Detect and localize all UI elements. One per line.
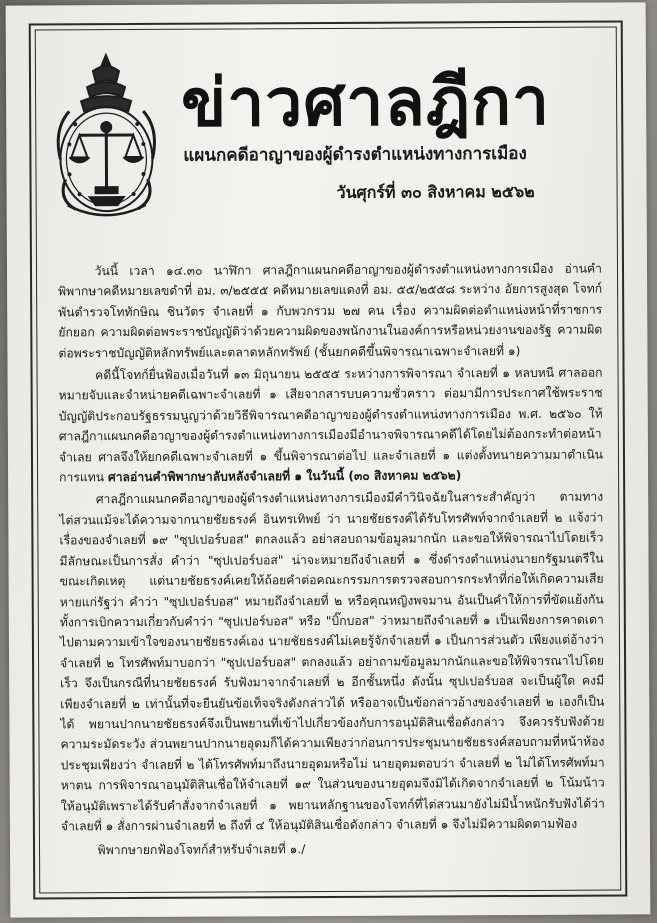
release-date: วันศุกร์ที่ ๓๐ สิงหาคม ๒๕๖๒ — [336, 181, 535, 202]
court-division-subtitle: แผนกคดีอาญาของผู้ดำรงตำแหน่งทางการเมือง — [183, 143, 527, 166]
supreme-court-emblem-icon — [45, 49, 168, 220]
verdict-closing: พิพากษายกฟ้องโจทก์สำหรับจำเลยที่ ๑./ — [97, 842, 306, 858]
paragraph-2 — [59, 363, 604, 488]
paragraph-2-text: คดีนี้โจทก์ยื่นฟ้องเมื่อวันที่ ๑๓ มิถุนายน ๒๕๕๕ ระหว่างการพิจารณา จำเลยที่ ๑ หลบหนี ศาลออกหมายจับและจำหน่ายคดีเฉพาะจำเลยที่ ๑ เสียจากสารบบความชั่วคราว ต่อมามีการประกาศใช้พระราชบัญญัติประกอบรัฐธรรมนูญว่าด้วยวิธีพิจารณาคดีอาญาของผู้ดำรงตำแหน่งทางการเมือง พ.ศ. ๒๕๖๐ ให้ศาลฎีกาแผนกคดีอาญาของผู้ดำรงตำแหน่งทางการเมืองมีอำนาจพิจารณาคดีได้โดยไม่ต้องกระทำต่อหน้าจำเลย ศาลจึงให้ยกคดีเฉพาะจำเลยที่ ๑ ขึ้นพิจารณาต่อไป และจำเลยที่ ๑ แต่งตั้งทนายความมาดำเนินการแทน — [58, 365, 604, 485]
paragraph-3-text: ศาลฎีกาแผนกคดีอาญาของผู้ดำรงตำแหน่งทางการเมืองมีคำวินิจฉัยในสาระสำคัญว่า ตามทางไต่สวนแม้จะได้ความจากนายชัยธรงค์ อินทรเทิพย์ ว่า นายชัยธรงค์ได้รับโทรศัพท์จากจำเลยที่ ๒ แจ้งว่า เรื่องของจำเลยที่ ๑๙ "ซุปเปอร์บอส" ตกลงแล้ว อย่าสอบถามข้อมูลมากนัก และขอให้พิจารณาไปโดยเร็ว มีลักษณะเป็นการสั่ง คำว่า "ซุปเปอร์บอส" น่าจะหมายถึงจำเลยที่ ๑ ซึ่งดำรงตำแหน่งนายกรัฐมนตรีในขณะเกิดเหตุ แต่นายชัยธรงค์เคยให้ถ้อยคำต่อคณะกรรมการตรวจสอบการกระทำที่ก่อให้เกิดความเสียหายแก่รัฐว่า คำว่า "ซุปเปอร์บอส" หมายถึงจำเลยที่ ๒ หรือคุณหญิงพจมาน อันเป็นคำให้การที่ขัดแย้งกัน ทั้งการเบิกความเกี่ยวกับคำว่า "ซุปเปอร์บอส" หรือ "บิ๊กบอส" ว่าหมายถึงจำเลยที่ ๑ เป็นเพียงการคาดเดาไปตามความเข้าใจของนายชัยธรงค์เอง นายชัยธรงค์ไม่เคยรู้จักจำเลยที่ ๑ เป็นการส่วนตัว เพียงแต่อ้างว่าจำเลยที่ ๒ โทรศัพท์มาบอกว่า "ซุปเปอร์บอส" ตกลงแล้ว อย่าถามข้อมูลมากนักและขอให้พิจารณาไปโดยเร็ว จึงเป็นกรณีที่นายชัยธรงค์ รับฟังมาจากจำเลยที่ ๒ อีกชั้นหนึ่ง ดังนั้น ซุปเปอร์บอส จะเป็นผู้ใด คงมีเพียงจำเลยที่ ๒ เท่านั้นที่จะยืนยันข้อเท็จจริงดังกล่าวได้ หรืออาจเป็นข้อกล่าวอ้างของจำเลยที่ ๒ เองก็เป็นได้ พยานปากนายชัยธรงค์จึงเป็นพยานที่เข้าไปเกี่ยวข้องกับการอนุมัติสินเชื่อดังกล่าว จึงควรรับฟังด้วยความระมัดระวัง ส่วนพยานปากนายอุดมก็ได้ความเพียงว่าก่อนการประชุมนายชัยธรงค์สอบถามที่หน้าห้องประชุมเพียงว่า จำเลยที่ ๒ ได้โทรศัพท์มาถึงนายอุดมหรือไม่ นายอุดมตอบว่า จำเลยที่ ๒ ไม่ได้โทรศัพท์มาหาตน การพิจารณาอนุมัติสินเชื่อให้จำเลยที่ ๑๙ ในส่วนของนายอุดมจึงมิได้เกิดจากจำเลยที่ ๒ โน้มน้าวให้อนุมัติเพราะได้รับคำสั่งจากจำเลยที่ ๑ พยานหลักฐานของโจทก์ที่ไต่สวนมายังไม่มีน้ำหนักรับฟังได้ว่า จำเลยที่ ๑ สั่งการผ่านจำเลยที่ ๒ ถึงที่ ๔ ให้อนุมัติสินเชื่อดังกล่าว จำเลยที่ ๑ จึงไม่มีความผิดตามฟ้อง — [59, 490, 605, 834]
page-border — [29, 20, 628, 899]
paragraph-3 — [59, 487, 605, 837]
paragraph-1 — [58, 259, 603, 364]
paragraph-2-emphasis: ศาลอ่านคำพิพากษาลับหลังจำเลยที่ ๑ ในวันนี้ (๓๐ สิงหาคม ๒๕๖๒) — [107, 468, 462, 485]
press-release-sheet — [6, 2, 651, 917]
page-title: ข่าวศาลฎีกา — [180, 61, 551, 142]
news-body — [58, 259, 605, 862]
paragraph-1-text: วันนี้ เวลา ๑๔.๓๐ นาฬิกา ศาลฎีกาแผนกคดีอาญาของผู้ดำรงตำแหน่งทางการเมือง อ่านคำพิพากษาคดีหมายเลขดำที่ อม. ๓/๒๕๕๕ คดีหมายเลขแดงที่ อม. ๕๕/๒๕๕๘ ระหว่าง อัยการสูงสุด โจทก์ พันตำรวจโททักษิณ ชินวัตร จำเลยที่ ๑ กับพวกรวม ๒๗ คน เรื่อง ความผิดต่อตำแหน่งหน้าที่ราชการ ยักยอก ความผิดต่อพระราชบัญญัติว่าด้วยความผิดของพนักงานในองค์การหรือหน่วยงานของรัฐ ความผิดต่อพระราชบัญญัติหลักทรัพย์และตลาดหลักทรัพย์ (ชั้นยกคดีขึ้นพิจารณาเฉพาะจำเลยที่ ๑) — [58, 261, 603, 361]
